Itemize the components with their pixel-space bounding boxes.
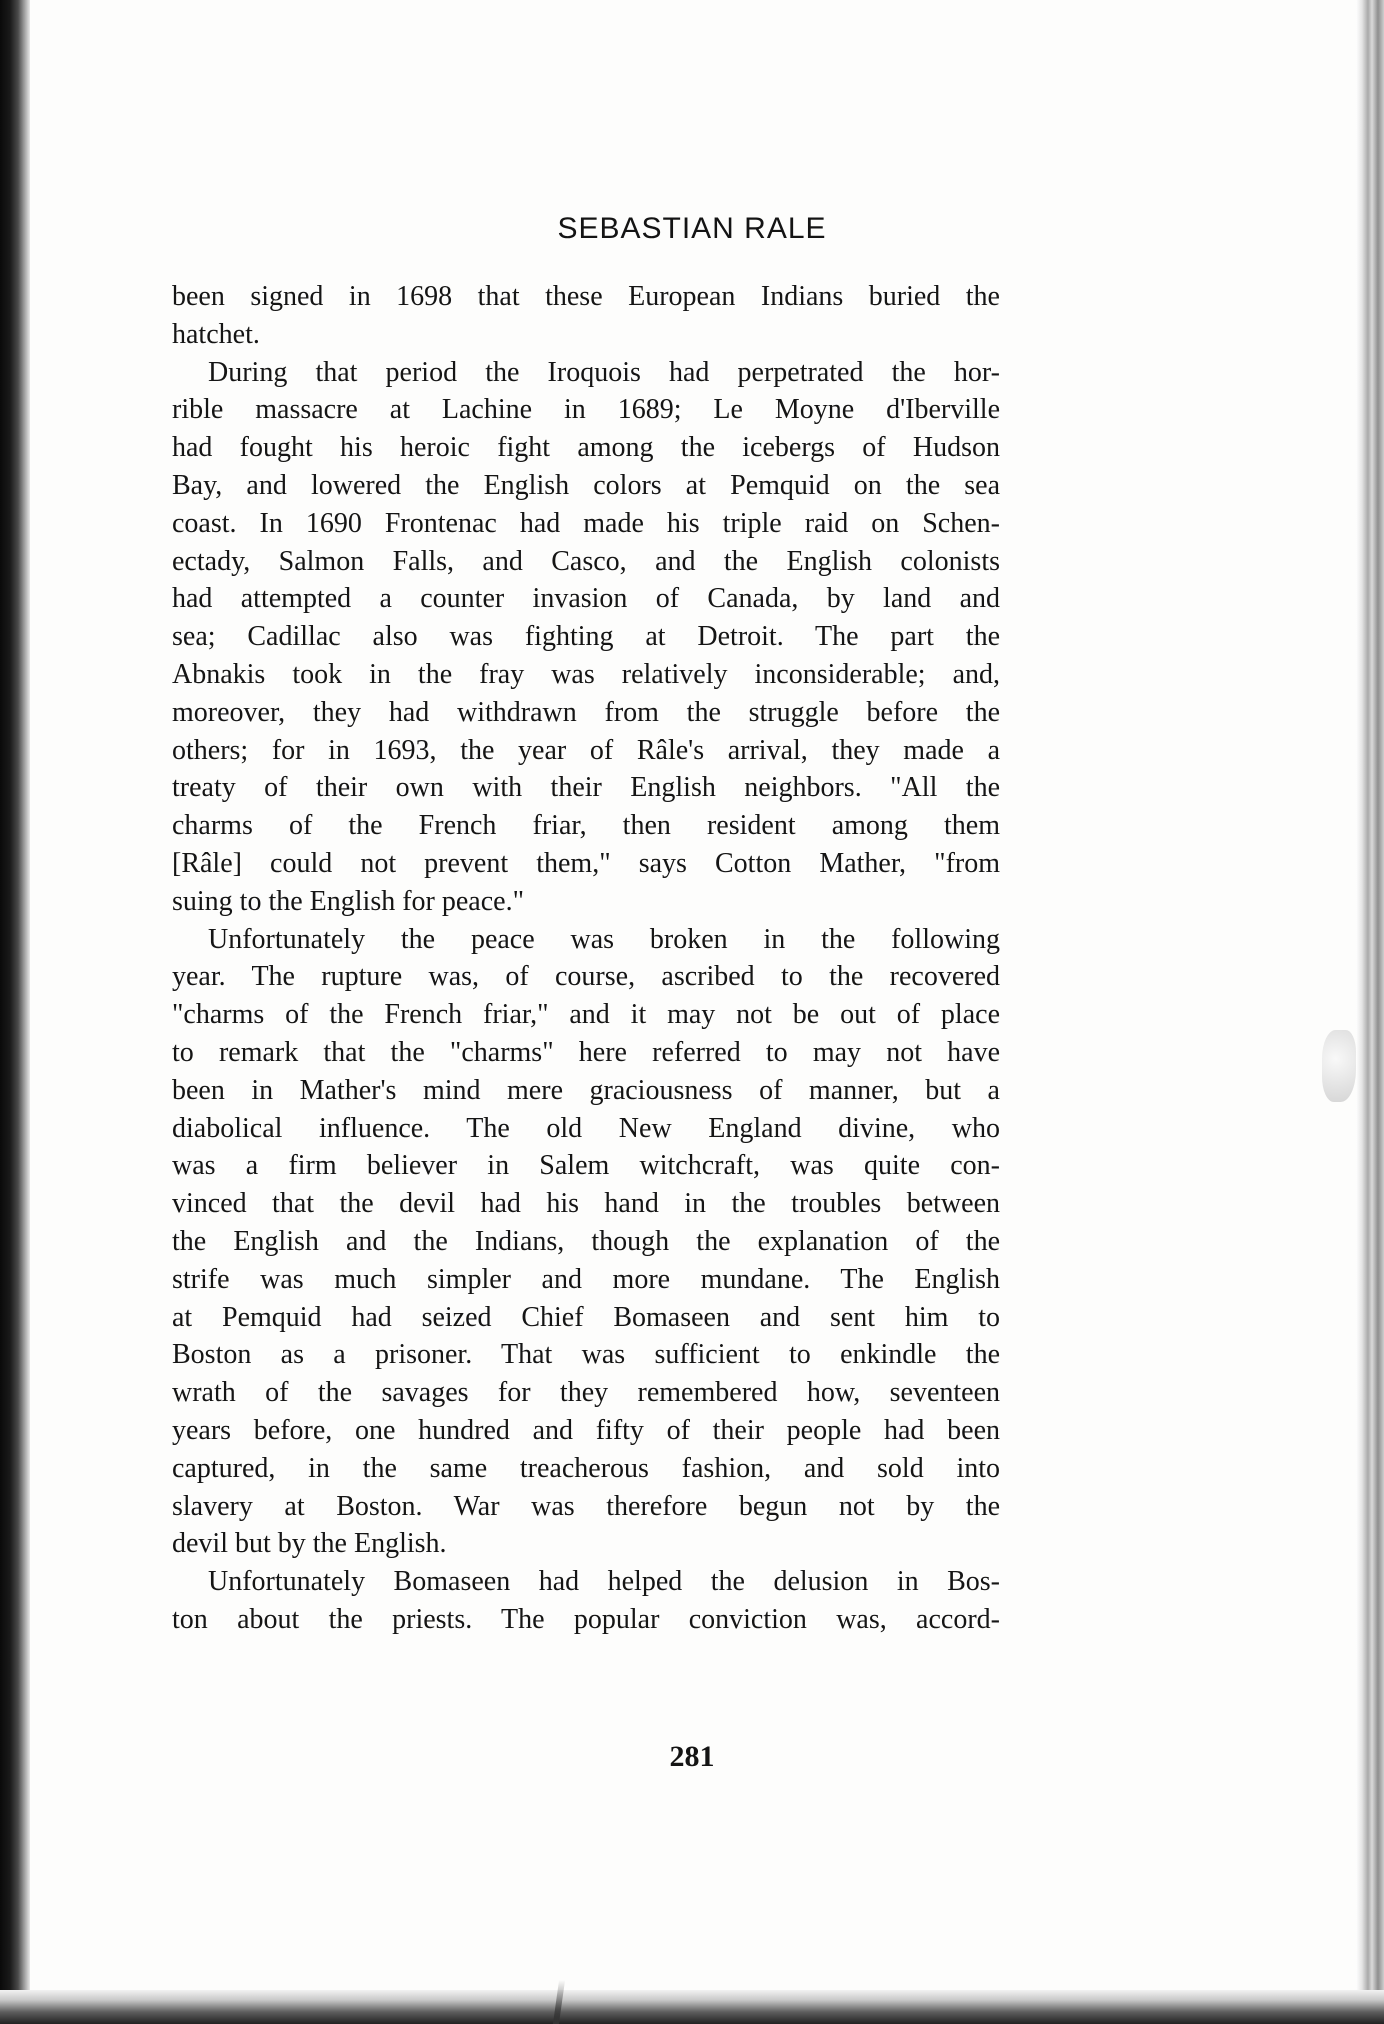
text-line: diabolical influence. The old New England divine, who bbox=[172, 1112, 1000, 1144]
text-line: year. The rupture was, of course, ascribed to the recovered bbox=[172, 961, 1000, 993]
text-line: had fought his heroic fight among the icebergs of Hudson bbox=[172, 432, 1000, 464]
text-line: Boston as a prisoner. That was sufficient to enkindle the bbox=[172, 1339, 1000, 1371]
text-line: Abnakis took in the fray was relatively inconsiderable; and, bbox=[172, 658, 1000, 690]
body-text bbox=[172, 278, 1000, 1639]
text-line: the English and the Indians, though the explanation of the bbox=[172, 1225, 1000, 1257]
text-line: devil but by the English. bbox=[172, 1528, 447, 1560]
text-line: "charms of the French friar," and it may not be out of place bbox=[172, 999, 1000, 1031]
text-line: [Râle] could not prevent them," says Cotton Mather, "from bbox=[172, 847, 1000, 879]
page-number: 281 bbox=[669, 1740, 715, 1773]
text-line: ton about the priests. The popular conviction was, accord- bbox=[172, 1603, 1000, 1635]
text-line: captured, in the same treacherous fashion, and sold into bbox=[172, 1452, 1000, 1484]
text-line: had attempted a counter invasion of Canada, by land and bbox=[172, 583, 1000, 615]
text-line: been signed in 1698 that these European Indians buried the bbox=[172, 281, 1000, 312]
text-line: vinced that the devil had his hand in the troubles between bbox=[172, 1188, 1000, 1220]
text-line: at Pemquid had seized Chief Bomaseen and sent him to bbox=[172, 1301, 1000, 1333]
text-line: slavery at Boston. War was therefore begun not by the bbox=[172, 1490, 1000, 1522]
paper-blemish bbox=[1322, 1030, 1356, 1102]
scan-binding-shadow-left bbox=[0, 0, 30, 2024]
scan-bottom-edge bbox=[0, 1990, 1384, 2024]
text-line: charms of the French friar, then resident among them bbox=[172, 810, 1000, 842]
text-line: During that period the Iroquois had perpetrated the hor- bbox=[208, 356, 1000, 388]
scan-page-edges-right bbox=[1356, 0, 1384, 2024]
text-line: to remark that the "charms" here referred to may not have bbox=[172, 1036, 1000, 1068]
text-line: treaty of their own with their English neighbors. "All the bbox=[172, 772, 1000, 804]
text-line: strife was much simpler and more mundane. The English bbox=[172, 1263, 1000, 1295]
text-line: others; for in 1693, the year of Râle's arrival, they made a bbox=[172, 734, 1000, 766]
text-line: been in Mather's mind mere graciousness of manner, but a bbox=[172, 1074, 1000, 1106]
text-line: Unfortunately the peace was broken in the following bbox=[208, 923, 1000, 955]
text-line: wrath of the savages for they remembered how, seventeen bbox=[172, 1377, 1000, 1409]
text-line: sea; Cadillac also was fighting at Detroit. The part the bbox=[172, 621, 1000, 653]
text-line: was a firm believer in Salem witchcraft, was quite con- bbox=[172, 1150, 1000, 1182]
text-line: ectady, Salmon Falls, and Casco, and the English colonists bbox=[172, 545, 1000, 577]
text-line: years before, one hundred and fifty of their people had been bbox=[172, 1414, 1000, 1446]
text-line: Bay, and lowered the English colors at Pemquid on the sea bbox=[172, 469, 1000, 501]
text-line: coast. In 1690 Frontenac had made his triple raid on Schen- bbox=[172, 507, 1000, 539]
running-head: SEBASTIAN RALE bbox=[557, 212, 827, 245]
text-line: hatchet. bbox=[172, 318, 260, 350]
text-line: suing to the English for peace." bbox=[172, 885, 525, 917]
text-line: Unfortunately Bomaseen had helped the delusion in Bos- bbox=[208, 1566, 1000, 1598]
text-line: rible massacre at Lachine in 1689; Le Moyne d'Iberville bbox=[172, 394, 1000, 426]
text-line: moreover, they had withdrawn from the struggle before the bbox=[172, 696, 1000, 728]
